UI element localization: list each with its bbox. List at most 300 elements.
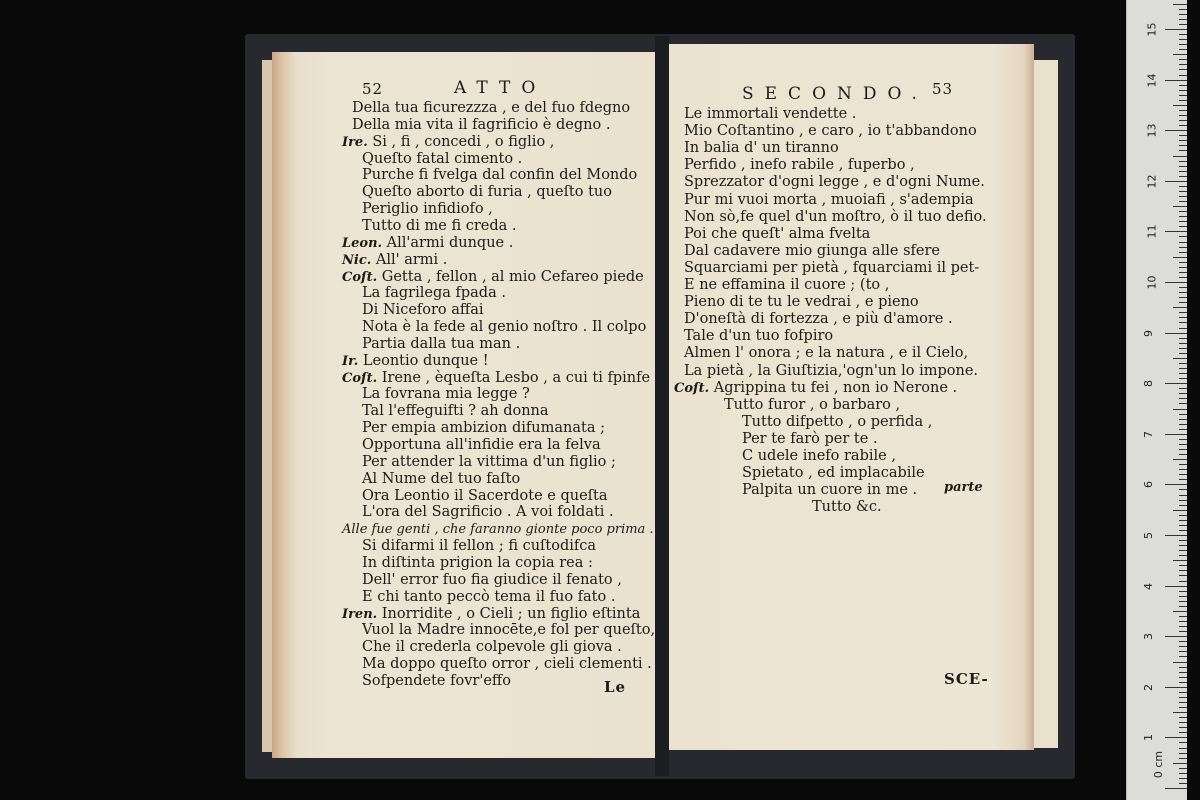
ruler-tick [1179,348,1187,349]
text-line [362,454,616,471]
verse-text: Le immortali vendette . [684,106,857,122]
speaker-label: Ir. [342,353,359,369]
ruler-tick [1173,409,1187,410]
ruler-tick [1179,429,1187,430]
verse-text: Ora Leontio il Sacerdote e queſta [362,487,608,504]
ruler-tick [1173,156,1187,157]
ruler-tick [1165,130,1187,131]
ruler-tick [1179,530,1187,531]
verse-text: Squarciami per pietà , fquarciami il pet- [684,259,980,276]
ruler-tick [1179,166,1187,167]
text-line [362,201,493,218]
ruler-tick [1179,454,1187,455]
ruler-tick [1179,692,1187,693]
ruler-tick [1179,150,1187,151]
ruler-tick [1179,59,1187,60]
text-line [362,420,605,437]
text-line [362,437,601,454]
text-line [684,260,979,277]
ruler-tick [1165,282,1187,283]
ruler-tick [1179,656,1187,657]
text-line [362,538,596,555]
ruler-unit-label: 0 cm [1152,750,1166,779]
text-line [362,285,506,302]
ruler-tick [1179,292,1187,293]
ruler-tick [1179,682,1187,683]
text-line [684,226,870,243]
ruler-tick [1179,9,1187,10]
ruler-tick [1179,641,1187,642]
verse-text: Leontio dunque ! [362,352,489,369]
ruler-tick [1179,368,1187,369]
text-line [362,184,612,201]
left-catchword: Le [604,678,627,696]
ruler-tick [1173,459,1187,460]
ruler-tick [1179,596,1187,597]
verse-text: D'oneſtà di fortezza , e più d'amore . [684,311,953,328]
ruler-tick [1165,383,1187,384]
text-line [362,673,511,690]
ruler-tick [1179,398,1187,399]
text-line [362,572,622,589]
ruler-tick [1179,419,1187,420]
ruler-tick [1179,317,1187,318]
verse-text: Per te farò per te . [742,430,878,447]
verse-text: Della tua ficurezzza , e del fuo fdegno [352,100,631,116]
ruler-tick [1179,753,1187,754]
speaker-label: Nic. [342,252,372,268]
ruler-tick [1179,626,1187,627]
text-line [352,117,610,134]
ruler-tick [1179,707,1187,708]
ruler-tick [1179,338,1187,339]
ruler-tick [1179,393,1187,394]
ruler-tick [1179,44,1187,45]
ruler-tick [1179,545,1187,546]
verse-text: All'armi dunque . [386,234,514,251]
verse-text: Queſto aborto di furia , queſto tuo [362,184,612,201]
ruler-tick [1179,722,1187,723]
ruler-tick [1179,540,1187,541]
ruler-tick [1173,662,1187,663]
verse-text: Si difarmi il fellon ; fi cuſtodifca [362,538,597,555]
speaker-label: Leon. [342,235,383,251]
ruler-tick [1179,135,1187,136]
ruler-tick [1179,236,1187,237]
ruler-number: 8 [1142,380,1155,388]
ruler-tick [1179,287,1187,288]
text-line [342,235,513,252]
ruler-tick [1179,646,1187,647]
text-line [362,386,530,403]
verse-text: Dell' error fuo fia giudice il fenato , [362,571,622,588]
ruler-tick [1179,495,1187,496]
ruler-number: 14 [1145,73,1159,88]
text-line [362,319,646,336]
verse-text: Della mia vita il fagrificio è degno . [352,116,611,133]
text-line [342,521,654,538]
text-line [362,639,622,656]
ruler-tick [1179,515,1187,516]
verse-text: Palpita un cuore in me . [742,482,918,499]
verse-text: All' armi . [375,251,448,268]
ruler-tick [1179,277,1187,278]
verse-text: Sprezzator d'ogni legge , e d'ogni Nume. [684,174,985,191]
ruler-tick [1179,581,1187,582]
ruler-tick [1179,226,1187,227]
ruler-tick [1173,257,1187,258]
ruler-tick [1173,611,1187,612]
ruler-tick [1179,575,1187,576]
verse-text: Poi che queſt' alma fvelta [684,225,871,242]
ruler-tick [1179,631,1187,632]
left-page [272,52,657,758]
verse-text: Pur mi vuoi morta , muoiafi , s'adempia [684,191,974,208]
ruler-tick [1179,110,1187,111]
verse-text: Tutto difpetto , o perfida , [742,413,933,430]
ruler-tick [1179,39,1187,40]
ruler-tick [1179,171,1187,172]
ruler-tick [1179,742,1187,743]
verse-text: Nota è la fede al genio noſtro . Il colpo [362,319,647,336]
ruler-tick [1179,90,1187,91]
text-line [724,397,900,414]
ruler-tick [1179,186,1187,187]
verse-text: Pieno di te tu le vedrai , e pieno [684,294,919,311]
verse-text: Inorridite , o Cieli ; un figlio eſtinta [381,605,641,622]
verse-text: Spietato , ed implacabile [742,465,925,482]
verse-text: Perfido , inefo rabile , fuperbo , [684,157,915,174]
ruler-tick [1179,570,1187,571]
verse-text: L'ora del Sagrificio . A voi foldati . [362,504,614,521]
speaker-label: Coſt. [674,380,710,396]
text-line [362,656,652,673]
verse-text: Ma doppo queſto orror , cieli clementi . [362,656,652,673]
ruler-tick [1179,297,1187,298]
verse-text: Agrippina tu fei , non io Nerone . [713,379,958,396]
text-line [742,465,925,482]
ruler-tick [1179,414,1187,415]
ruler-tick [1179,353,1187,354]
ruler-tick [1179,474,1187,475]
verse-text: La pietà , la Giuſtizia,'ogn'un lo impone. [684,362,979,379]
text-line [684,106,856,123]
ruler-tick [1179,272,1187,273]
text-line [684,209,987,226]
text-line [684,311,953,328]
right-page-edge [1032,60,1058,748]
ruler-tick [1179,75,1187,76]
text-line [684,277,889,294]
ruler-tick [1179,702,1187,703]
verse-text: La fagrilega fpada . [362,285,506,302]
text-line [684,294,919,311]
ruler-tick [1179,727,1187,728]
ruler-tick [1179,125,1187,126]
ruler-tick [1179,328,1187,329]
ruler-number: 12 [1145,174,1159,189]
ruler-tick [1179,373,1187,374]
right-page [662,44,1034,750]
text-line [812,499,882,516]
right-running-head: SECONDO. [742,84,928,104]
ruler-tick [1179,252,1187,253]
verse-text: Sofpendete fovr'effo [362,672,511,689]
verse-text: Tale d'un tuo fofpiro [684,328,834,345]
ruler-tick [1179,247,1187,248]
ruler-tick [1173,105,1187,106]
text-line [362,167,637,184]
ruler-tick [1179,606,1187,607]
speaker-label: Iren. [342,606,378,622]
verse-text: Alle fue genti , che faranno gionte poco prima . [342,522,654,538]
ruler-tick [1179,500,1187,501]
text-line [684,157,915,174]
ruler-tick [1165,29,1187,30]
text-line [342,252,447,269]
verse-text: Tutto di me fi creda . [362,217,517,234]
ruler-tick [1179,100,1187,101]
verse-text: Irene , èqueſta Lesbo , a cui ti fpinfe [381,369,651,386]
ruler-tick [1179,520,1187,521]
ruler-tick [1179,302,1187,303]
ruler-tick [1179,211,1187,212]
ruler-tick [1179,677,1187,678]
ruler-number: 15 [1145,22,1159,37]
ruler-tick [1165,535,1187,536]
ruler-tick [1179,773,1187,774]
ruler-tick [1179,591,1187,592]
text-line [684,123,977,140]
ruler-tick [1179,120,1187,121]
ruler-tick [1179,64,1187,65]
ruler-tick [1173,763,1187,764]
text-line [342,134,554,151]
text-line [684,328,833,345]
ruler-number: 5 [1142,532,1155,539]
verse-text: Tutto furor , o barbaro , [724,396,901,413]
ruler-tick [1179,221,1187,222]
text-line [362,622,655,639]
ruler-tick [1165,181,1187,182]
ruler-tick [1179,697,1187,698]
ruler-tick [1179,555,1187,556]
left-running-head: ATTO [454,78,547,98]
ruler-number: 3 [1142,633,1155,641]
ruler-number: 6 [1142,481,1155,489]
ruler-tick [1173,358,1187,359]
text-line [674,380,957,397]
ruler-tick [1179,444,1187,445]
ruler-tick [1179,717,1187,718]
text-line [342,606,640,623]
ruler-tick [1165,484,1187,485]
ruler-tick [1179,262,1187,263]
verse-text: Dal cadavere mio giunga alle sfere [684,242,940,259]
text-line [362,218,517,235]
verse-text: C udele inefo rabile , [742,448,896,464]
text-line [362,488,608,505]
ruler-tick [1173,206,1187,207]
ruler-tick [1179,14,1187,15]
text-line [362,555,593,572]
text-line [342,269,644,286]
ruler-tick [1179,601,1187,602]
ruler-tick [1179,768,1187,769]
ruler-number: 9 [1142,329,1155,337]
ruler-number: 10 [1145,275,1159,290]
ruler-tick [1179,49,1187,50]
verse-text: La fovrana mia legge ? [362,386,530,403]
verse-text: Purche fi fvelga dal confin del Mondo [362,167,638,184]
ruler-tick [1173,4,1187,5]
ruler-tick [1179,489,1187,490]
text-line [352,100,630,117]
verse-text: Periglio infidiofo , [362,201,493,218]
verse-text: Di Niceforo affai [362,302,484,319]
text-line [684,363,978,380]
ruler-tick [1179,748,1187,749]
ruler-tick [1179,758,1187,759]
left-page-number: 52 [362,80,384,98]
verse-text: Queſto fatal cimento . [362,150,523,167]
ruler-tick [1165,80,1187,81]
ruler-tick [1179,322,1187,323]
ruler-tick [1179,24,1187,25]
ruler-tick [1165,586,1187,587]
ruler-tick [1179,378,1187,379]
ruler-tick [1179,34,1187,35]
ruler-tick [1179,145,1187,146]
text-line [742,414,932,431]
ruler-tick [1179,115,1187,116]
verse-text: In diſtinta prigion la copia rea : [362,554,593,571]
text-line [742,431,878,448]
ruler-number: 2 [1142,683,1155,691]
text-line [362,403,549,420]
exit-note: parte [944,480,983,495]
text-line [362,589,615,606]
ruler-tick [1179,140,1187,141]
ruler-tick [1179,403,1187,404]
ruler-tick [1179,161,1187,162]
ruler-tick [1179,672,1187,673]
text-line [684,174,985,191]
ruler-tick [1179,216,1187,217]
ruler-tick [1179,616,1187,617]
ruler-tick [1179,732,1187,733]
measuring-ruler [1126,0,1187,800]
ruler-number: 1 [1142,734,1155,742]
ruler-tick [1179,550,1187,551]
verse-text: In balia d' un tiranno [684,140,839,157]
ruler-tick [1179,196,1187,197]
ruler-tick [1165,434,1187,435]
ruler-number: 13 [1145,123,1159,138]
verse-text: Mio Coſtantino , e caro , io t'abbandono [684,123,977,140]
ruler-number: 11 [1145,224,1159,239]
ruler-tick [1179,69,1187,70]
ruler-tick [1179,439,1187,440]
verse-text: Vuol la Madre innocēte,e fol per queſto, [362,622,656,639]
ruler-number: 7 [1142,430,1155,438]
speaker-label: Coſt. [342,370,378,386]
verse-text: Al Nume del tuo faſto [362,470,521,487]
text-line [362,302,484,319]
ruler-tick [1179,95,1187,96]
text-line [342,370,650,387]
verse-text: Si , fi , concedi , o figlio , [372,133,555,150]
speaker-label: Coſt. [342,269,378,285]
ruler-tick [1179,85,1187,86]
ruler-tick [1179,667,1187,668]
ruler-tick [1179,621,1187,622]
verse-text: Getta , fellon , al mio Cefareo piede [381,268,644,285]
ruler-tick [1179,388,1187,389]
text-line [362,151,522,168]
ruler-tick [1165,737,1187,738]
text-line [684,243,940,260]
ruler-tick [1179,201,1187,202]
text-line [742,482,917,499]
verse-text: Per attender la vittima d'un figlio ; [362,453,616,470]
verse-text: Per empia ambizion difumanata ; [362,420,605,437]
ruler-tick [1173,510,1187,511]
text-line [362,504,614,521]
text-line [362,336,520,353]
text-line [684,345,968,362]
ruler-number: 4 [1142,582,1155,590]
ruler-tick [1179,267,1187,268]
ruler-tick [1179,525,1187,526]
text-line [742,448,896,465]
text-line [362,471,520,488]
verse-text: Non sò,fe quel d'un moſtro, ò il tuo defio. [684,208,987,225]
verse-text: Tutto &c. [812,499,882,516]
ruler-tick [1179,651,1187,652]
ruler-tick [1179,778,1187,779]
ruler-tick [1179,191,1187,192]
ruler-tick [1179,464,1187,465]
ruler-tick [1179,343,1187,344]
ruler-tick [1173,307,1187,308]
ruler-tick [1179,469,1187,470]
ruler-tick [1165,231,1187,232]
right-page-number: 53 [932,80,954,98]
ruler-tick [1179,312,1187,313]
ruler-tick [1173,560,1187,561]
text-line [684,140,839,157]
ruler-tick [1173,54,1187,55]
ruler-tick [1179,783,1187,784]
verse-text: E chi tanto peccò tema il fuo fato . [362,588,616,605]
ruler-tick [1165,636,1187,637]
ruler-tick [1165,788,1187,789]
ruler-tick [1179,176,1187,177]
text-line [684,192,974,209]
verse-text: Che il crederla colpevole gli giova . [362,639,622,656]
verse-text: E ne effamina il cuore ; (to , [684,277,890,293]
verse-text: Partia dalla tua man . [362,335,521,352]
ruler-tick [1179,363,1187,364]
ruler-tick [1179,479,1187,480]
ruler-tick [1179,424,1187,425]
ruler-tick [1179,19,1187,20]
right-catchword: SCE- [944,670,989,688]
book-spine [655,36,669,776]
ruler-tick [1173,712,1187,713]
text-line [342,353,489,370]
